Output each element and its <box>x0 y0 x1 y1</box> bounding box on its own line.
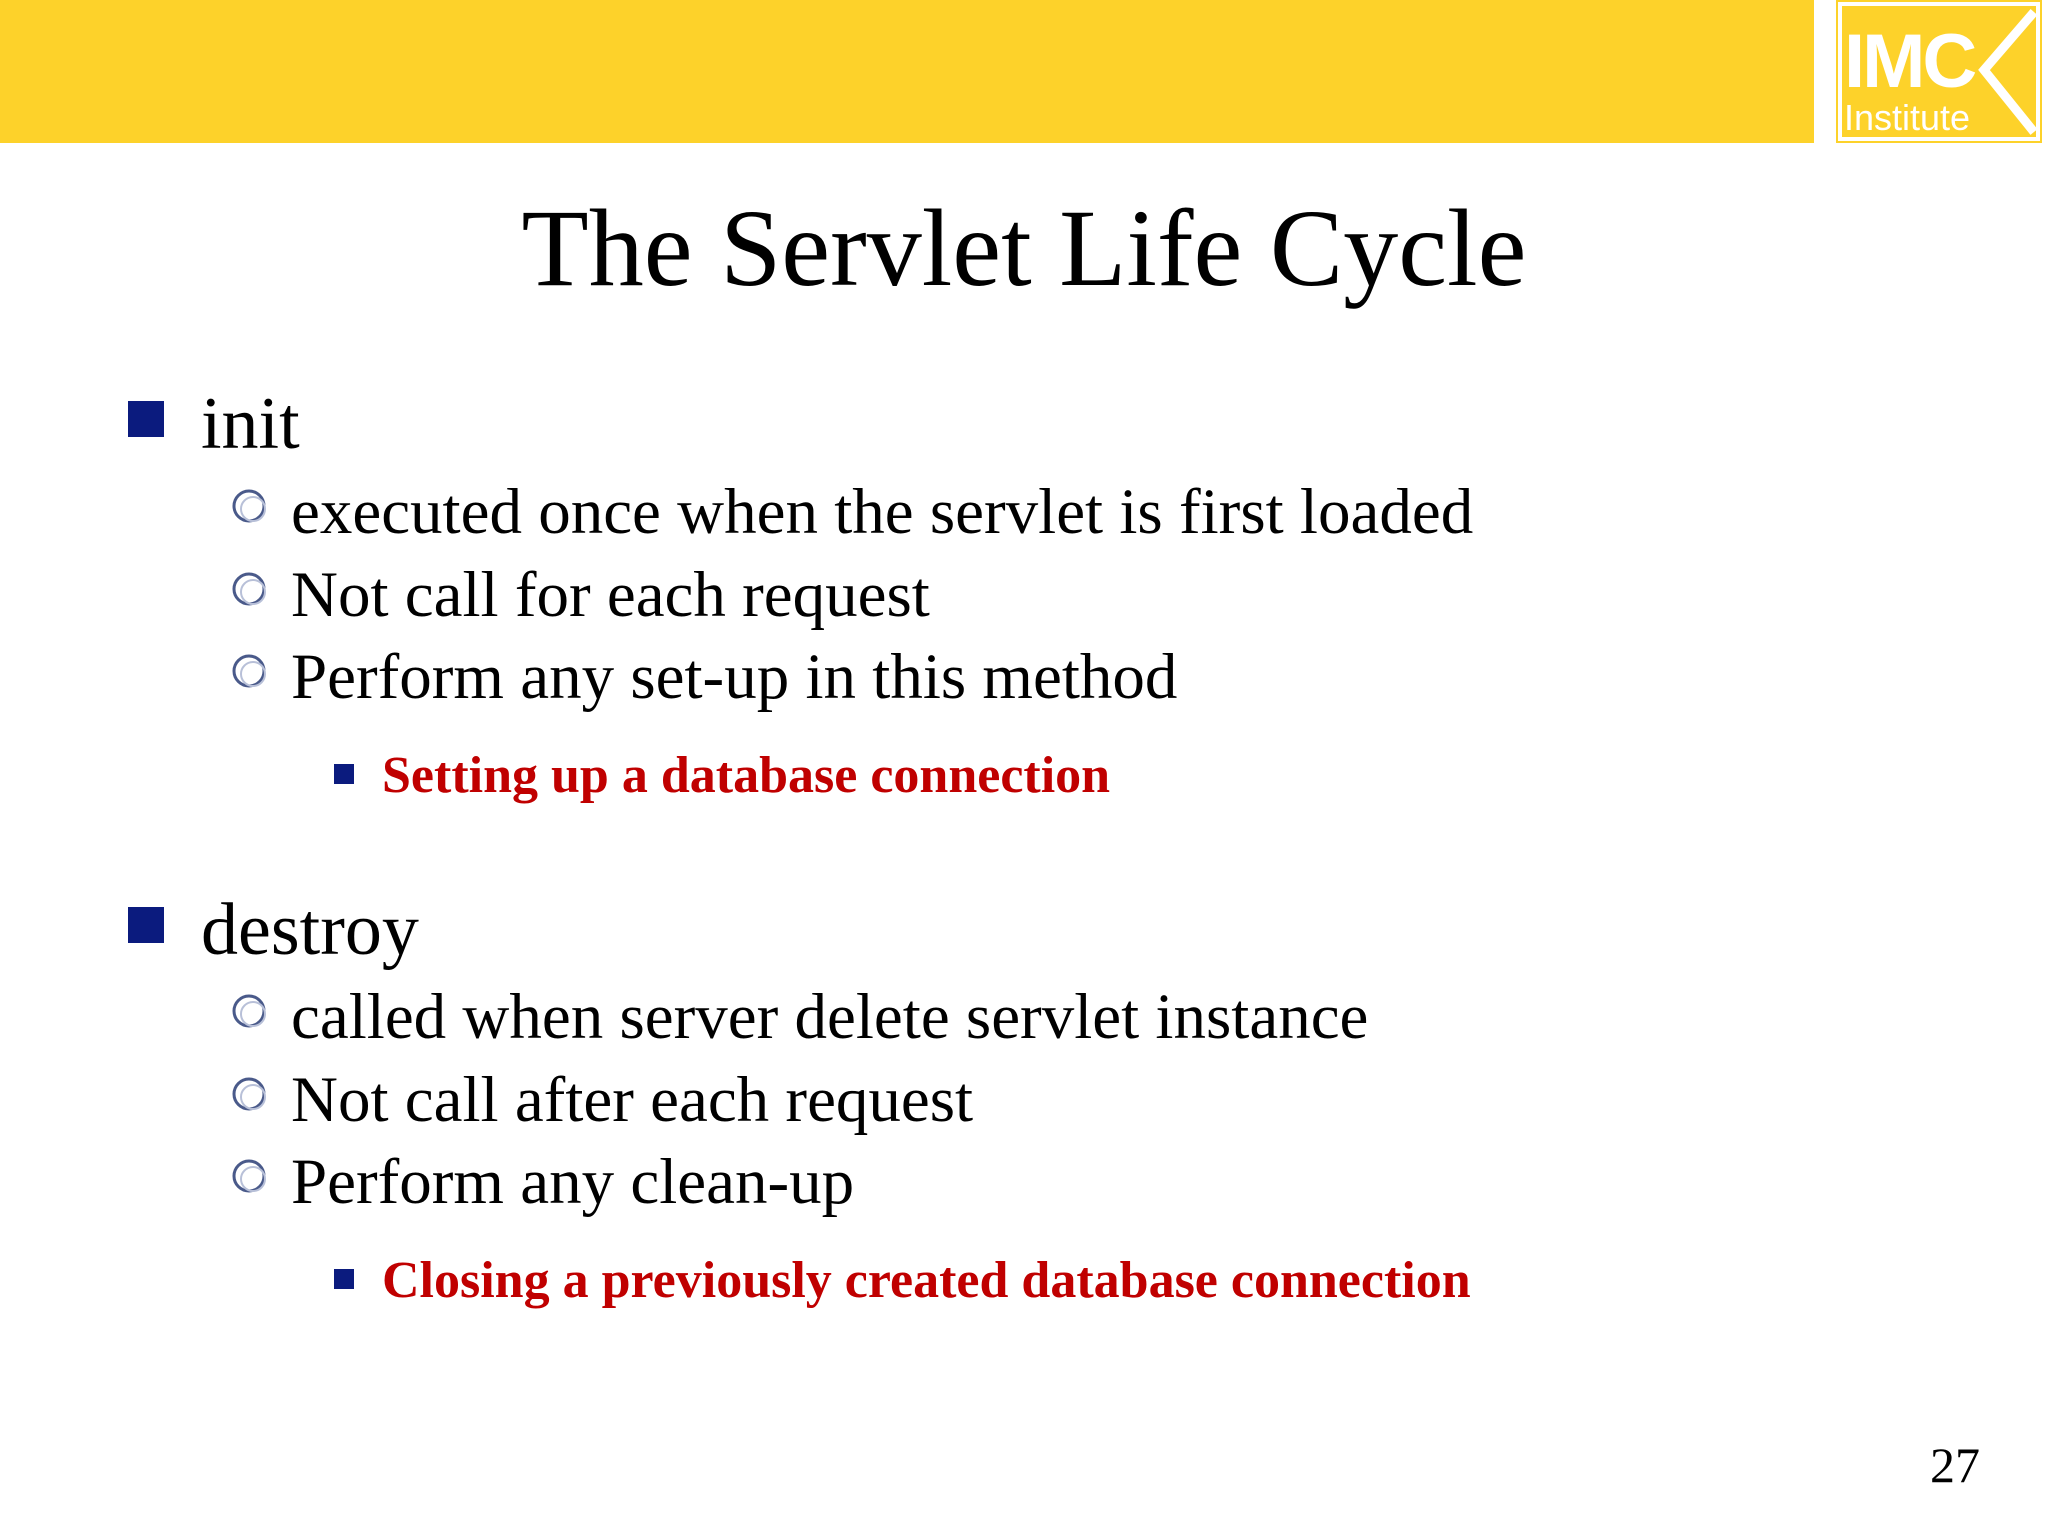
header-bar <box>0 0 1814 143</box>
section-heading-init: init <box>201 383 300 465</box>
example-destroy: Closing a previously created database connection <box>382 1252 1471 1309</box>
point-destroy-1: called when server delete servlet instance <box>291 981 1369 1053</box>
point-destroy-2: Not call after each request <box>291 1064 974 1136</box>
imc-institute-logo <box>1836 0 2042 143</box>
hollow-circle-bullet-icon <box>232 1076 270 1114</box>
square-bullet-icon <box>334 764 354 784</box>
hollow-circle-bullet-icon <box>232 993 270 1031</box>
square-bullet-icon <box>128 401 164 437</box>
hollow-circle-bullet-icon <box>232 1158 270 1196</box>
hollow-circle-bullet-icon <box>232 653 270 691</box>
square-bullet-icon <box>334 1269 354 1289</box>
square-bullet-icon <box>128 907 164 943</box>
point-init-2: Not call for each request <box>291 559 930 631</box>
page-number: 27 <box>1930 1437 1980 1493</box>
hollow-circle-bullet-icon <box>232 488 270 526</box>
chevron-left-icon <box>1976 8 2040 138</box>
hollow-circle-bullet-icon <box>232 571 270 609</box>
point-init-3: Perform any set-up in this method <box>291 641 1178 713</box>
slide-title: The Servlet Life Cycle <box>521 187 1527 309</box>
example-init: Setting up a database connection <box>382 747 1111 804</box>
section-heading-destroy: destroy <box>201 889 419 971</box>
point-init-1: executed once when the servlet is first loaded <box>291 476 1474 548</box>
logo-subtext: Institute <box>1844 97 1971 138</box>
point-destroy-3: Perform any clean-up <box>291 1146 855 1218</box>
logo-text: IMC <box>1844 19 1975 104</box>
